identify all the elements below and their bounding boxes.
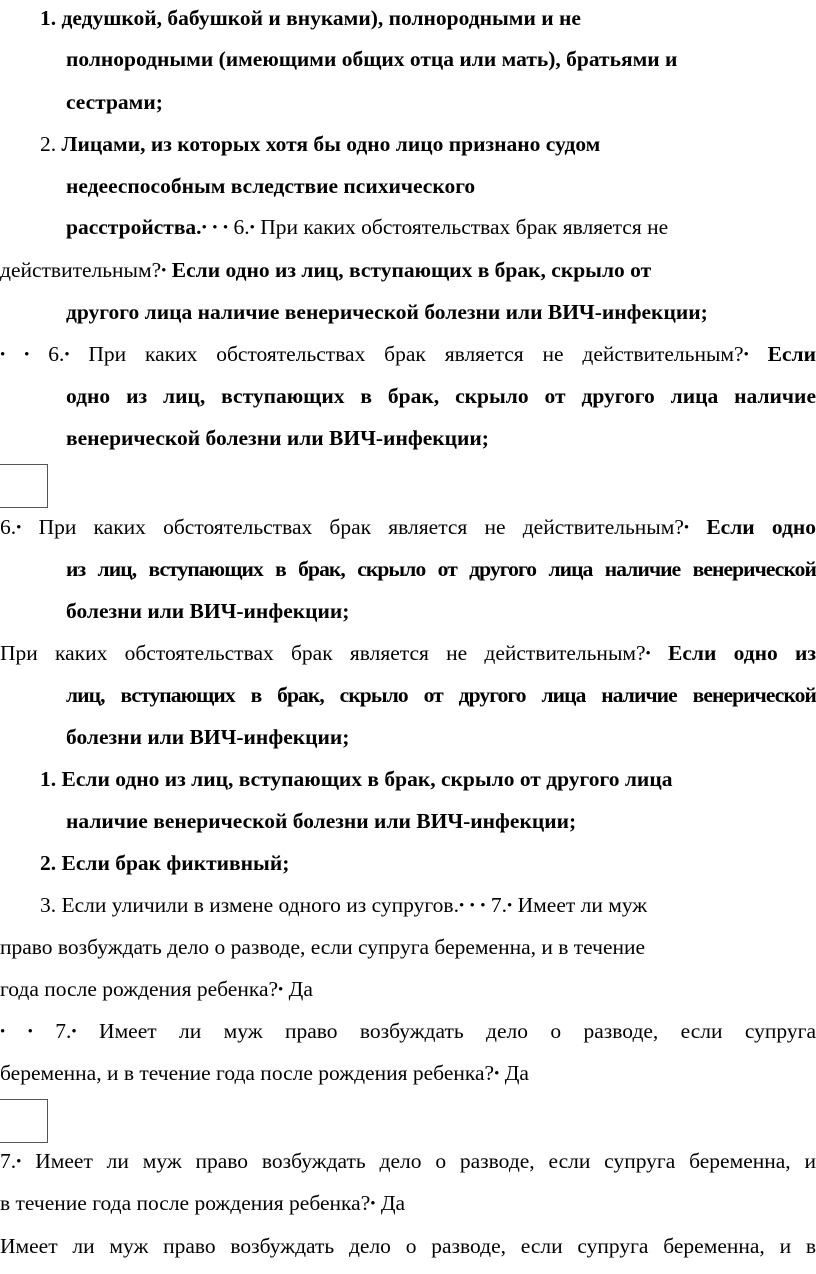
text-line: недееспособным вследствие психического xyxy=(66,174,476,198)
empty-box xyxy=(0,1099,48,1143)
text-line: право возбуждать дело о разводе, если супруга беременна, и в течение xyxy=(0,935,646,959)
text-line: из лиц, вступающих в брак, скрыло от другого лица наличие венерической xyxy=(66,557,816,581)
text-line: лиц, вступающих в брак, скрыло от другого лица наличие венерической xyxy=(66,683,816,707)
text-line: действительным?• Если одно из лиц, вступающих в брак, скрыло от xyxy=(0,258,652,282)
list-item: 1. дедушкой, бабушкой и внуками), полнородными и не xyxy=(40,6,581,30)
text-line: полнородными (имеющими общих отца или мать), братьями и xyxy=(66,47,678,71)
list-item: 1. Если одно из лиц, вступающих в брак, скрыло от другого лица xyxy=(40,767,673,791)
text-line: болезни или ВИЧ-инфекции; xyxy=(66,725,350,749)
text-line: расстройства.• • • 6.• При каких обстоятельствах брак является не xyxy=(66,215,669,239)
list-item: 3. Если уличили в измене одного из супругов.• • • 7.• Имеет ли муж xyxy=(40,893,648,917)
text-line: 6.• При каких обстоятельствах брак является не действительным?• Если одно xyxy=(0,515,816,539)
text-line: наличие венерической болезни или ВИЧ-инфекции; xyxy=(66,809,577,833)
text-line: • • 7.• Имеет ли муж право возбуждать дело о разводе, если супруга xyxy=(0,1019,816,1043)
text-line: в течение года после рождения ребенка?• Да xyxy=(0,1191,406,1215)
text-line: 7.• Имеет ли муж право возбуждать дело о разводе, если супруга беременна, и xyxy=(0,1149,816,1173)
text-line: беременна, и в течение года после рождения ребенка?• Да xyxy=(0,1061,529,1085)
text-line: сестрами; xyxy=(66,90,163,114)
list-item: 2. Если брак фиктивный; xyxy=(40,851,290,875)
text-line: венерической болезни или ВИЧ-инфекции; xyxy=(66,426,489,450)
text-line: болезни или ВИЧ-инфекции; xyxy=(66,599,350,623)
text-line: одно из лиц, вступающих в брак, скрыло от другого лица наличие xyxy=(66,384,816,408)
list-item: 2. Лицами, из которых хотя бы одно лицо признано судом xyxy=(40,132,601,156)
text-line: • • 6.• При каких обстоятельствах брак является не действительным?• Если xyxy=(0,342,816,366)
empty-box xyxy=(0,464,48,508)
text-line: другого лица наличие венерической болезни или ВИЧ-инфекции; xyxy=(66,300,708,324)
text-line: Имеет ли муж право возбуждать дело о разводе, если супруга беременна, и в xyxy=(0,1234,816,1258)
text-line: года после рождения ребенка?• Да xyxy=(0,977,313,1001)
text-line: При каких обстоятельствах брак является не действительным?• Если одно из xyxy=(0,641,816,665)
